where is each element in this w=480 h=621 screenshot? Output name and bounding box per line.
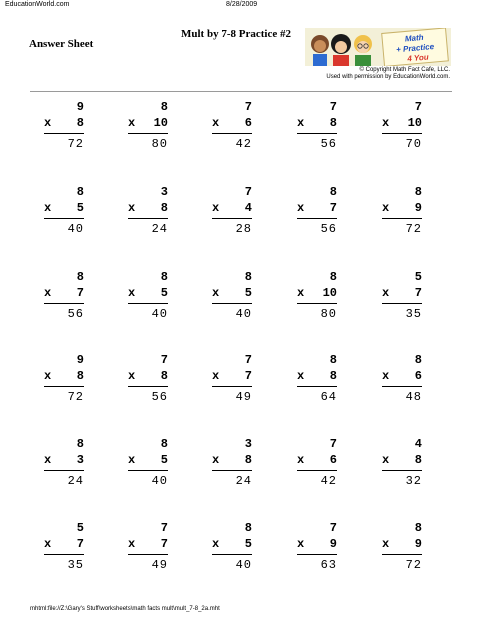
answer: 35 xyxy=(67,558,84,572)
multiplier: 5 xyxy=(160,286,168,300)
logo-illustration xyxy=(305,28,451,66)
multiply-sign: x xyxy=(212,537,220,551)
multiplier: 5 xyxy=(160,453,168,467)
answer-line xyxy=(128,554,168,555)
answer: 56 xyxy=(320,222,337,236)
multiply-sign: x xyxy=(128,286,136,300)
multiplicand: 8 xyxy=(244,521,252,535)
multiplier: 9 xyxy=(329,537,337,551)
multiplicand: 7 xyxy=(414,100,422,114)
answer-line xyxy=(44,218,84,219)
multiply-sign: x xyxy=(128,369,136,383)
multiplier: 9 xyxy=(414,201,422,215)
answer-line xyxy=(128,386,168,387)
multiply-sign: x xyxy=(382,369,390,383)
multiply-sign: x xyxy=(382,453,390,467)
answer-line xyxy=(382,303,422,304)
multiplier: 8 xyxy=(76,116,84,130)
answer-line xyxy=(44,470,84,471)
answer-line xyxy=(44,386,84,387)
multiply-sign: x xyxy=(44,116,52,130)
answer-line xyxy=(44,133,84,134)
answer: 72 xyxy=(405,222,422,236)
multiplier: 8 xyxy=(76,369,84,383)
answer: 42 xyxy=(320,474,337,488)
multiplier: 7 xyxy=(414,286,422,300)
math-practice-logo xyxy=(305,28,451,66)
multiplicand: 7 xyxy=(244,100,252,114)
multiply-sign: x xyxy=(212,286,220,300)
multiplicand: 8 xyxy=(414,185,422,199)
answer: 72 xyxy=(67,137,84,151)
answer-line xyxy=(382,470,422,471)
multiplier: 8 xyxy=(329,369,337,383)
answer-line xyxy=(128,470,168,471)
answer: 63 xyxy=(320,558,337,572)
multiplier: 6 xyxy=(329,453,337,467)
multiplicand: 7 xyxy=(329,437,337,451)
multiplier: 8 xyxy=(329,116,337,130)
answer-line xyxy=(297,470,337,471)
multiplicand: 7 xyxy=(244,353,252,367)
answer-line xyxy=(44,303,84,304)
answer-line xyxy=(297,133,337,134)
multiplier: 7 xyxy=(76,537,84,551)
multiplicand: 8 xyxy=(414,521,422,535)
answer: 28 xyxy=(235,222,252,236)
answer: 56 xyxy=(320,137,337,151)
print-date: 8/28/2009 xyxy=(226,1,258,8)
answer-line xyxy=(382,133,422,134)
multiply-sign: x xyxy=(212,201,220,215)
multiplicand: 4 xyxy=(414,437,422,451)
answer: 24 xyxy=(67,474,84,488)
multiplier: 7 xyxy=(329,201,337,215)
multiplicand: 8 xyxy=(329,353,337,367)
multiply-sign: x xyxy=(212,116,220,130)
answer: 40 xyxy=(67,222,84,236)
answer: 72 xyxy=(405,558,422,572)
multiplicand: 7 xyxy=(329,100,337,114)
answer-line xyxy=(128,218,168,219)
footer-file-path: mhtml:file://Z:\Gary's Stuff\worksheets\math facts mult\mult_7-8_2a.mht xyxy=(30,606,220,612)
multiply-sign: x xyxy=(128,116,136,130)
answer: 40 xyxy=(151,307,168,321)
multiplicand: 7 xyxy=(244,185,252,199)
answer-line xyxy=(297,218,337,219)
multiplier: 5 xyxy=(244,286,252,300)
multiplier: 7 xyxy=(160,537,168,551)
multiplier: 4 xyxy=(244,201,252,215)
multiplicand: 7 xyxy=(160,353,168,367)
logo-word-4you: 4 You xyxy=(406,52,430,64)
multiplicand: 3 xyxy=(160,185,168,199)
answer: 72 xyxy=(67,390,84,404)
multiplicand: 8 xyxy=(76,437,84,451)
multiplicand: 7 xyxy=(160,521,168,535)
answer: 48 xyxy=(405,390,422,404)
answer: 56 xyxy=(67,307,84,321)
multiplier: 8 xyxy=(244,453,252,467)
multiply-sign: x xyxy=(382,201,390,215)
multiplier: 7 xyxy=(244,369,252,383)
multiplicand: 8 xyxy=(244,270,252,284)
logo-word-practice: + Practice xyxy=(395,42,435,55)
answer: 40 xyxy=(151,474,168,488)
answer-line xyxy=(382,386,422,387)
multiplier: 6 xyxy=(244,116,252,130)
multiply-sign: x xyxy=(382,537,390,551)
multiply-sign: x xyxy=(44,369,52,383)
page-title: Mult by 7-8 Practice #2 xyxy=(181,28,291,40)
answer-line xyxy=(212,133,252,134)
header-divider xyxy=(30,91,452,92)
multiplicand: 9 xyxy=(76,100,84,114)
answer: 64 xyxy=(320,390,337,404)
multiplier: 10 xyxy=(407,116,422,130)
multiply-sign: x xyxy=(44,453,52,467)
multiplier: 6 xyxy=(414,369,422,383)
logo-word-math: Math xyxy=(404,32,424,44)
multiplier: 9 xyxy=(414,537,422,551)
multiplier: 10 xyxy=(153,116,168,130)
multiply-sign: x xyxy=(44,201,52,215)
answer: 40 xyxy=(235,558,252,572)
multiplicand: 7 xyxy=(329,521,337,535)
multiplier: 10 xyxy=(322,286,337,300)
multiply-sign: x xyxy=(212,369,220,383)
answer: 42 xyxy=(235,137,252,151)
multiplicand: 8 xyxy=(76,185,84,199)
answer-line xyxy=(212,303,252,304)
multiplier: 5 xyxy=(244,537,252,551)
answer: 49 xyxy=(151,558,168,572)
multiply-sign: x xyxy=(128,201,136,215)
copyright-line-2: Used with permission by EducationWorld.com. xyxy=(326,74,450,80)
answer: 80 xyxy=(320,307,337,321)
site-name: EducationWorld.com xyxy=(5,1,70,8)
multiply-sign: x xyxy=(297,369,305,383)
multiply-sign: x xyxy=(382,286,390,300)
copyright-notice xyxy=(326,67,450,81)
multiply-sign: x xyxy=(44,286,52,300)
multiplicand: 8 xyxy=(329,270,337,284)
answer: 24 xyxy=(235,474,252,488)
multiply-sign: x xyxy=(297,116,305,130)
multiplicand: 8 xyxy=(76,270,84,284)
multiply-sign: x xyxy=(297,286,305,300)
multiplicand: 9 xyxy=(76,353,84,367)
multiply-sign: x xyxy=(382,116,390,130)
multiply-sign: x xyxy=(297,201,305,215)
multiplier: 8 xyxy=(160,201,168,215)
answer-line xyxy=(297,303,337,304)
multiplier: 7 xyxy=(76,286,84,300)
answer-line xyxy=(128,133,168,134)
answer-line xyxy=(212,470,252,471)
answer: 56 xyxy=(151,390,168,404)
answer-line xyxy=(382,218,422,219)
multiplier: 8 xyxy=(414,453,422,467)
answer-sheet-label: Answer Sheet xyxy=(29,38,94,50)
answer-line xyxy=(212,554,252,555)
answer: 35 xyxy=(405,307,422,321)
multiplier: 3 xyxy=(76,453,84,467)
answer: 24 xyxy=(151,222,168,236)
multiplicand: 8 xyxy=(414,353,422,367)
multiplicand: 8 xyxy=(160,437,168,451)
answer: 80 xyxy=(151,137,168,151)
answer: 70 xyxy=(405,137,422,151)
multiplicand: 3 xyxy=(244,437,252,451)
multiply-sign: x xyxy=(44,537,52,551)
answer-line xyxy=(212,218,252,219)
multiplier: 5 xyxy=(76,201,84,215)
answer-line xyxy=(212,386,252,387)
answer: 49 xyxy=(235,390,252,404)
answer: 40 xyxy=(235,307,252,321)
answer-line xyxy=(44,554,84,555)
multiply-sign: x xyxy=(128,453,136,467)
copyright-line-1: © Copyright Math Fact Cafe, LLC. xyxy=(359,67,450,73)
multiplicand: 8 xyxy=(160,270,168,284)
answer: 32 xyxy=(405,474,422,488)
answer-line xyxy=(297,554,337,555)
multiply-sign: x xyxy=(297,537,305,551)
multiply-sign: x xyxy=(128,537,136,551)
answer-line xyxy=(128,303,168,304)
multiplicand: 5 xyxy=(414,270,422,284)
answer-line xyxy=(297,386,337,387)
answer-line xyxy=(382,554,422,555)
multiplier: 8 xyxy=(160,369,168,383)
multiplicand: 8 xyxy=(329,185,337,199)
multiply-sign: x xyxy=(297,453,305,467)
multiply-sign: x xyxy=(212,453,220,467)
multiplicand: 5 xyxy=(76,521,84,535)
multiplicand: 8 xyxy=(160,100,168,114)
